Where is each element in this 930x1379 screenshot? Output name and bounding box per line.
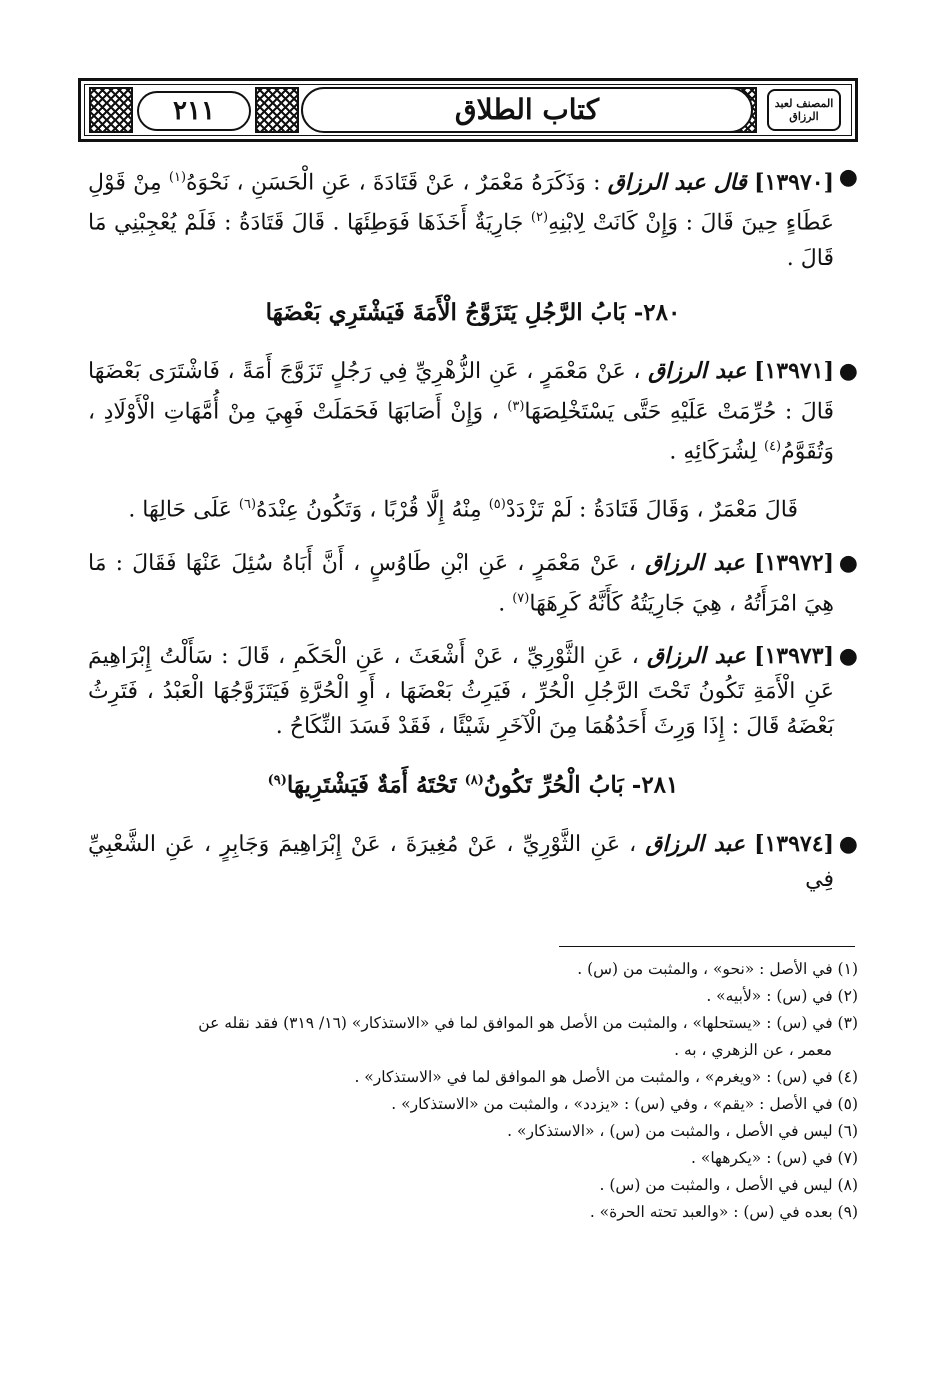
footnote-ref[interactable]: (٩) <box>267 772 287 788</box>
narrator: عبد الرزاق <box>645 830 746 857</box>
footnote-ref[interactable]: (٣) <box>507 398 525 414</box>
ornament-icon <box>255 87 299 133</box>
book-logo-seal: المصنف لعبد الرزاق <box>767 89 841 131</box>
entry-text: مِنْ قَوْلِ عَطَاءٍ حِينَ قَالَ : وَإِنْ كَانَتْ لِابْنِهِ <box>88 170 834 236</box>
bullet-icon: ● <box>838 831 858 857</box>
entry-text: ، عَنِ الثَّوْرِيِّ ، عَنْ مُغِيرَةَ ، عَنْ إِبْرَاهِيمَ وَجَابِرٍ ، عَنِ الشَّعْبِيِّ فِي <box>88 831 834 892</box>
entry-text: مِنْهُ إِلَّا قُرْبًا ، وَتَكُونُ عِنْدَهُ <box>256 497 482 523</box>
footnote: (٢) في (س) : «لأبيه» . <box>706 987 858 1005</box>
entry-text: ، عَنْ مَعْمَرٍ ، عَنِ ابْنِ طَاوُسٍ ، أَنَّ أَبَاهُ سُئِلَ عَنْهَا فَقَالَ : مَا هِيَ امْرَأَتُهُ ، هِيَ جَارِيَتُهُ كَأَنَّهُ كَرِهَهَا <box>88 550 834 616</box>
bullet-icon: ● <box>838 643 858 669</box>
entry-number: [١٣٩٧٤] <box>754 830 834 857</box>
bullet-icon: ● <box>838 358 858 384</box>
footnote: (٦) ليس في الأصل ، والمثبت من (س) ، «الاستذكار» . <box>507 1122 858 1140</box>
footnote: (٣) في (س) : «يستحلها» ، والمثبت من الأصل هو الموافق لما في «الاستذكار» (١٦/ ٣١٩) فقد نقله عن <box>198 1014 858 1032</box>
ornament-icon <box>89 87 133 133</box>
bullet-icon: ● <box>838 550 858 576</box>
footnote: (٥) في الأصل : «يقم» ، وفي (س) : «يزدد» ، والمثبت من «الاستذكار» . <box>391 1095 858 1113</box>
footnote-ref[interactable]: (٦) <box>238 497 257 513</box>
entry-number: [١٣٩٧٠] <box>754 169 835 196</box>
footnote: (٤) في (س) : «ويغرم» ، والمثبت من الأصل هو الموافق لما في «الاستذكار» . <box>354 1068 858 1086</box>
footnote-ref[interactable]: (٤) <box>763 438 782 454</box>
entry-text: عَلَى حَالِهَا . <box>128 497 232 523</box>
entry-text: . <box>498 590 506 616</box>
hadith-entry <box>88 546 858 621</box>
page-header <box>78 78 858 142</box>
entry-text: ، عَنِ الثَّوْرِيِّ ، عَنْ أَشْعَثَ ، عَنِ الْحَكَمِ ، قَالَ : سَأَلْتُ إِبْرَاهِيمَ عَنِ الْأَمَةِ تَكُونُ تَحْتَ الرَّجُلِ الْحُرِّ ، فَيَرِثُ بَعْضَهَا ، أَوِ الْحُرَّةِ فَيَتَزَوَّجُهَا الْعَبْدُ ، فَتَرِثُ بَعْضَهُ قَالَ : إِذَا وَرِثَ أَحَدُهُمَا مِنَ الْآخَرِ شَيْئًا ، فَقَدْ فَسَدَ النِّكَاحُ . <box>88 643 834 739</box>
footnote-continuation: معمر ، عن الزهري ، به . <box>674 1041 832 1059</box>
entry-text: لِشُرَكَائِهِ . <box>669 439 757 465</box>
hadith-entry <box>88 827 858 897</box>
entry-text: ، وَإِنْ أَصَابَهَا فَحَمَلَتْ فَهِيَ مِنْ أُمَّهَاتِ الْأَوْلَادِ ، وَتُقَوَّمُ <box>88 398 834 465</box>
hadith-entry <box>88 354 858 470</box>
footnote-divider <box>559 946 855 947</box>
footnote: (١) في الأصل : «نحو» ، والمثبت من (س) . <box>577 960 858 978</box>
heading-text: ٢٨١- بَابُ الْحُرِّ تَكُونُ <box>483 771 679 799</box>
entry-text: قَالَ مَعْمَرٌ ، وَقَالَ قَتَادَةُ : لَمْ تَزْدَدْ <box>505 497 798 523</box>
footnote-ref[interactable]: (١) <box>168 170 187 185</box>
narrator: عبد الرزاق <box>648 357 747 384</box>
entry-text: جَارِيَةٌ أَخَذَهَا فَوَطِئَهَا . قَالَ قَتَادَةُ : فَلَمْ يُعْجِبْنِي مَا قَالَ . <box>88 210 834 271</box>
entry-number: [١٣٩٧٢] <box>754 549 834 576</box>
hadith-entry <box>88 160 858 276</box>
footnote-ref[interactable]: (٨) <box>464 772 484 788</box>
entry-number: [١٣٩٧٣] <box>754 642 834 669</box>
bullet-icon: ● <box>838 165 858 190</box>
chapter-heading <box>88 762 858 805</box>
footnote-ref[interactable]: (٧) <box>512 590 530 606</box>
narrator: عبد الرزاق <box>645 549 745 576</box>
entry-text: : وَذَكَرَهُ مَعْمَرٌ ، عَنْ قَتَادَةَ ، عَنِ الْحَسَنِ ، نَحْوَهُ <box>186 170 601 196</box>
continuation-paragraph <box>88 487 858 527</box>
chapter-heading: ٢٨٠- بَابُ الرَّجُلِ يَتَزَوَّجُ الْأَمَةَ فَيَشْتَرِي بَعْضَهَا <box>265 298 681 326</box>
footnote-ref[interactable]: (٢) <box>530 210 549 226</box>
entry-text: ، عَنْ مَعْمَرٍ ، عَنِ الزُّهْرِيِّ فِي رَجُلٍ تَزَوَّجَ أَمَةً ، فَاشْتَرَى بَعْضَهَا قَالَ : حُرِّمَتْ عَلَيْهِ حَتَّى يَسْتَخْلِصَهَا <box>88 358 834 424</box>
footnote: (٨) ليس في الأصل ، والمثبت من (س) . <box>599 1176 858 1194</box>
entry-number: [١٣٩٧١] <box>754 357 834 384</box>
footnotes <box>88 958 858 1228</box>
footnote: (٧) في (س) : «يكرهها» . <box>691 1149 858 1167</box>
page-number: ٢١١ <box>137 91 251 131</box>
chapter-title: كتاب الطلاق <box>301 87 753 133</box>
heading-text: تَحْتَهُ أَمَةٌ فَيَشْتَرِيهَا <box>286 771 457 799</box>
hadith-entry <box>88 639 858 744</box>
footnote-ref[interactable]: (٥) <box>488 497 506 513</box>
narrator: قال عبد الرزاق <box>607 169 747 196</box>
main-text <box>88 160 858 915</box>
footnote: (٩) بعده في (س) : «والعبد تحته الحرة» . <box>589 1203 858 1221</box>
narrator: عبد الرزاق <box>646 642 746 669</box>
